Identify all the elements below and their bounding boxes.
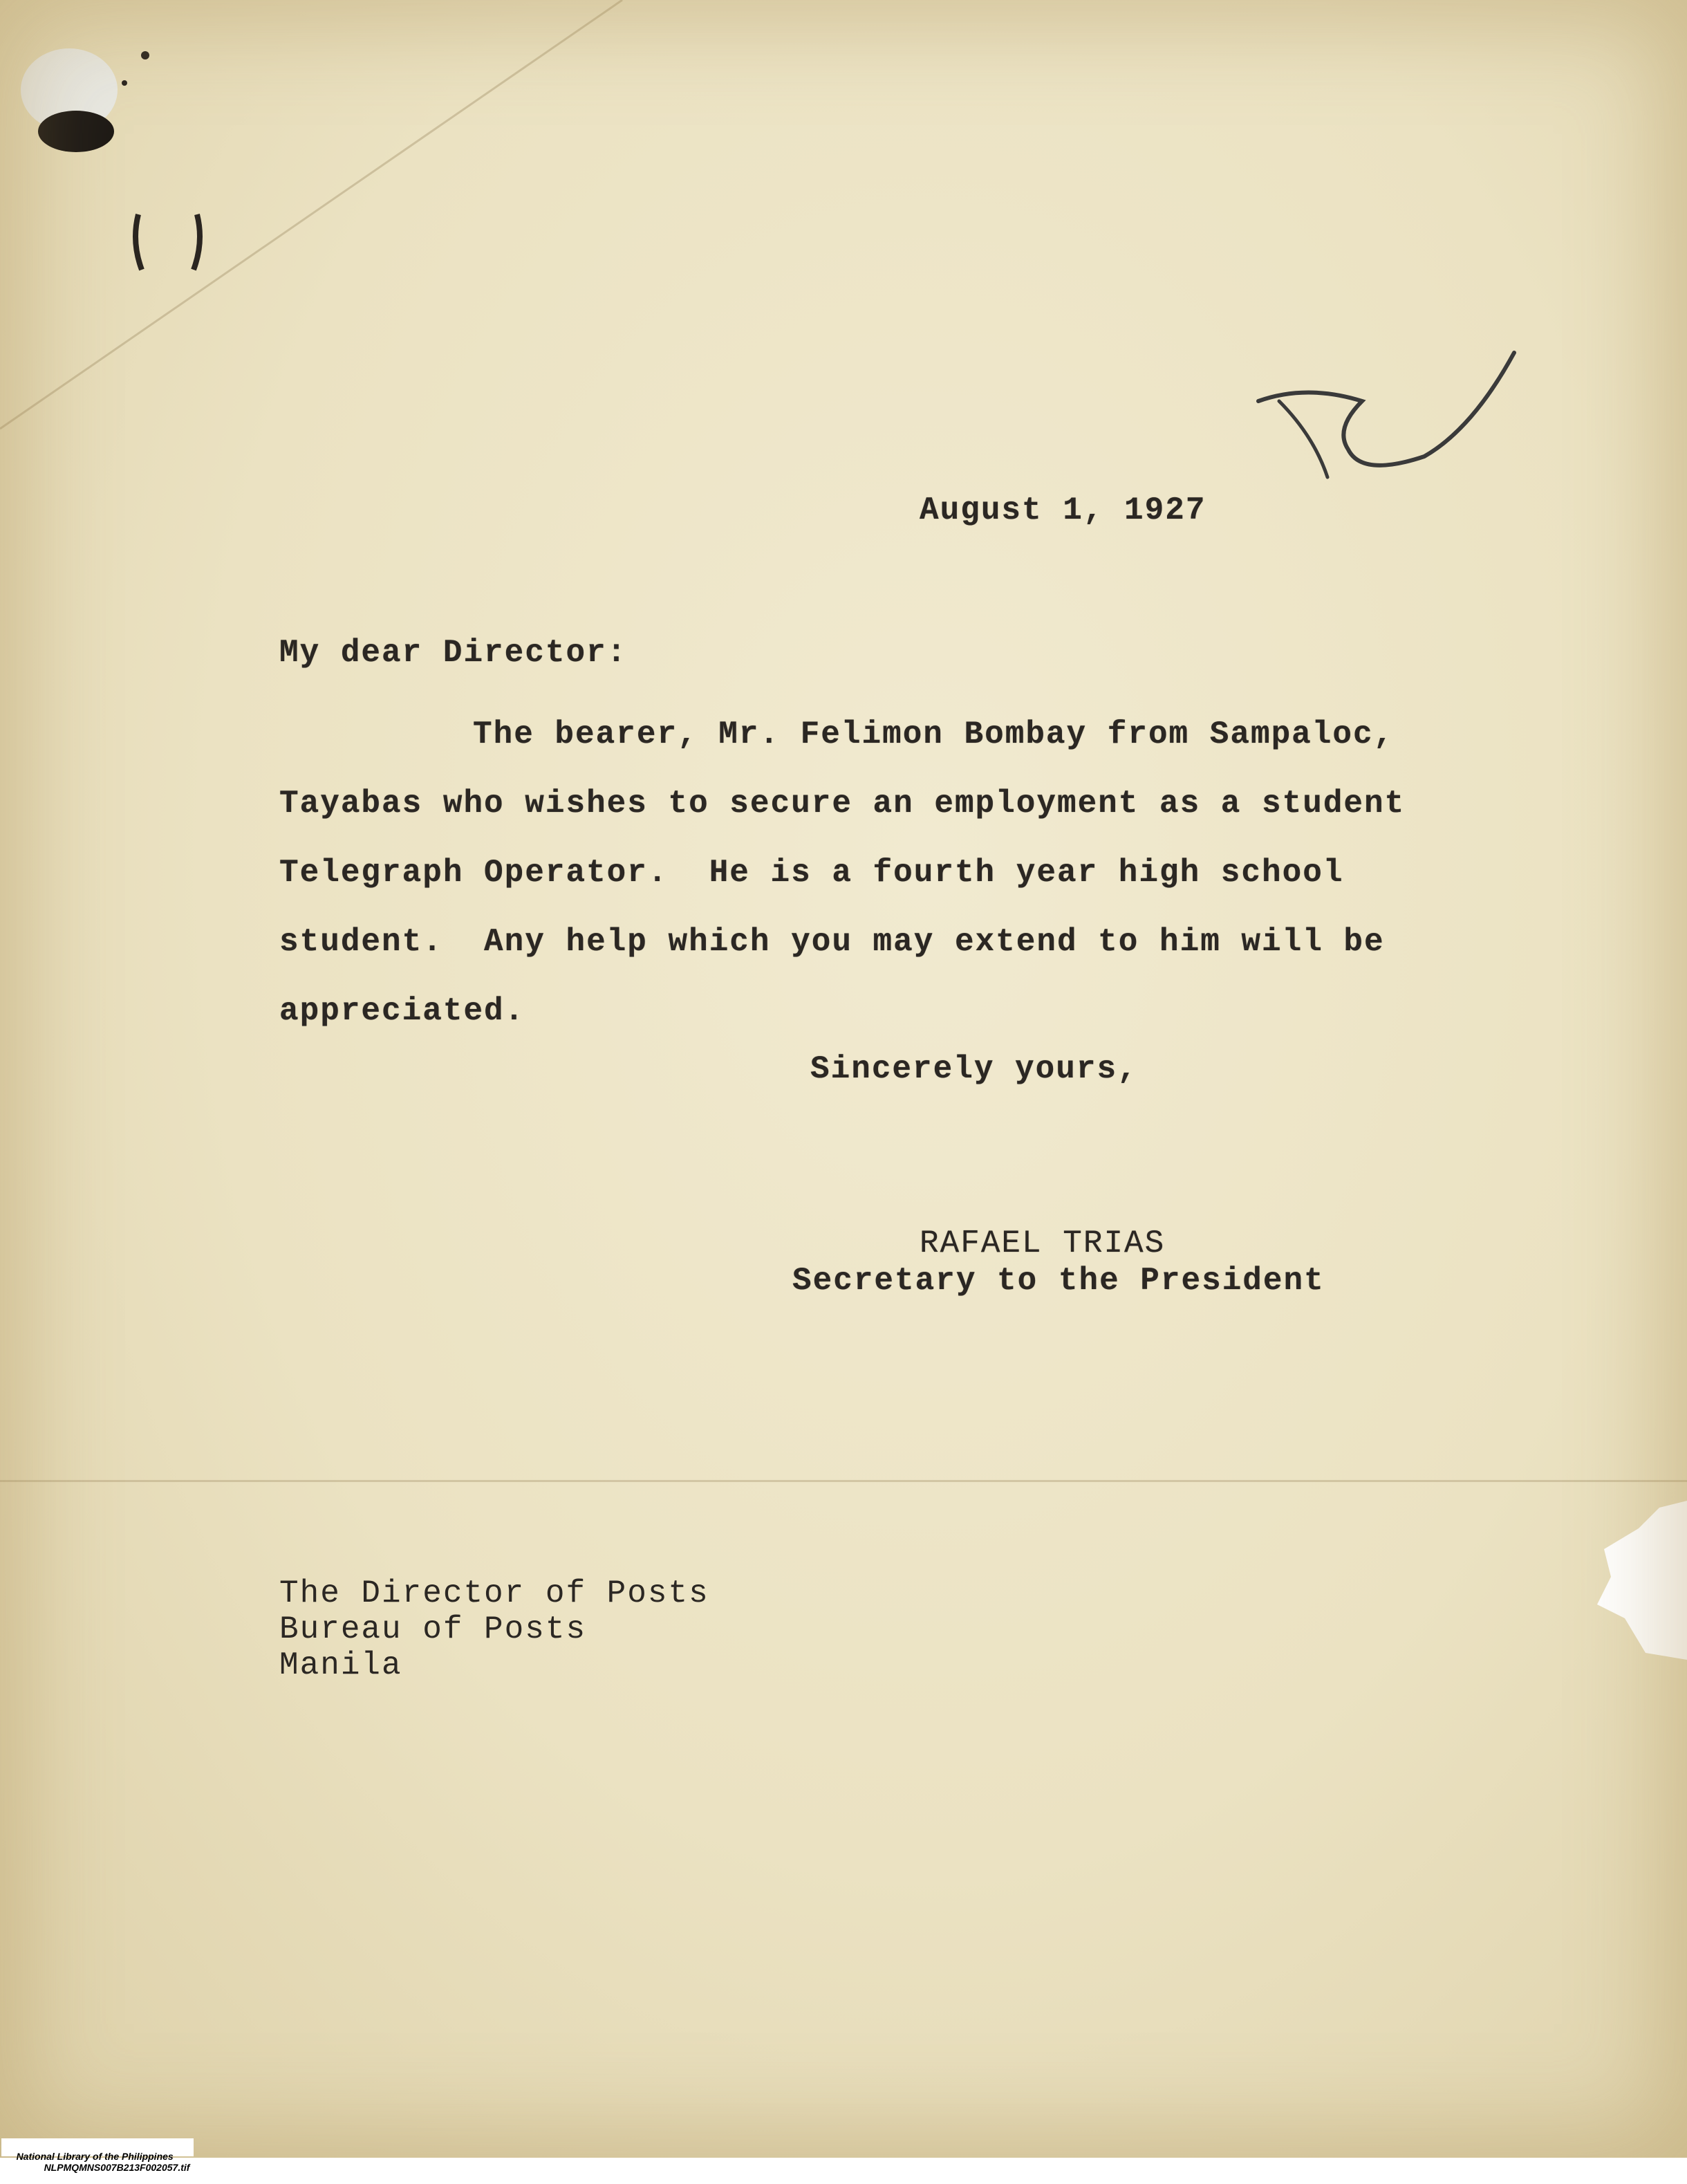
recipient-address: [279, 1575, 709, 1683]
staple-mark: [124, 201, 214, 290]
address-line: The Director of Posts: [279, 1575, 709, 1611]
footer-institution: National Library of the Philippines: [16, 2151, 174, 2162]
address-line: Bureau of Posts: [279, 1611, 587, 1647]
salutation: My dear Director:: [279, 635, 628, 671]
torn-hole-mark: [14, 14, 152, 166]
body-line: Telegraph Operator. He is a fourth year high school: [279, 855, 1344, 891]
signatory-name: RAFAEL TRIAS: [920, 1225, 1166, 1261]
archive-footer: [1, 2138, 194, 2173]
address-line: Manila: [279, 1647, 402, 1683]
torn-edge: [1583, 1501, 1687, 1660]
signatory-title: Secretary to the President: [792, 1263, 1325, 1299]
footer-file-id: NLPMQMNS007B213F002057.tif: [44, 2162, 190, 2173]
closing: Sincerely yours,: [810, 1051, 1138, 1087]
body-line: Tayabas who wishes to secure an employment as a student: [279, 786, 1406, 822]
letter-date: August 1, 1927: [920, 492, 1206, 528]
body-line: The bearer, Mr. Felimon Bombay from Sampaloc,: [473, 716, 1395, 752]
body-line: student. Any help which you may extend to him will be: [279, 924, 1385, 960]
handwritten-check-mark: [1251, 346, 1528, 491]
letter-body: [279, 700, 1496, 1046]
body-line: appreciated.: [279, 993, 525, 1029]
horizontal-fold-crease: [0, 1480, 1687, 1482]
